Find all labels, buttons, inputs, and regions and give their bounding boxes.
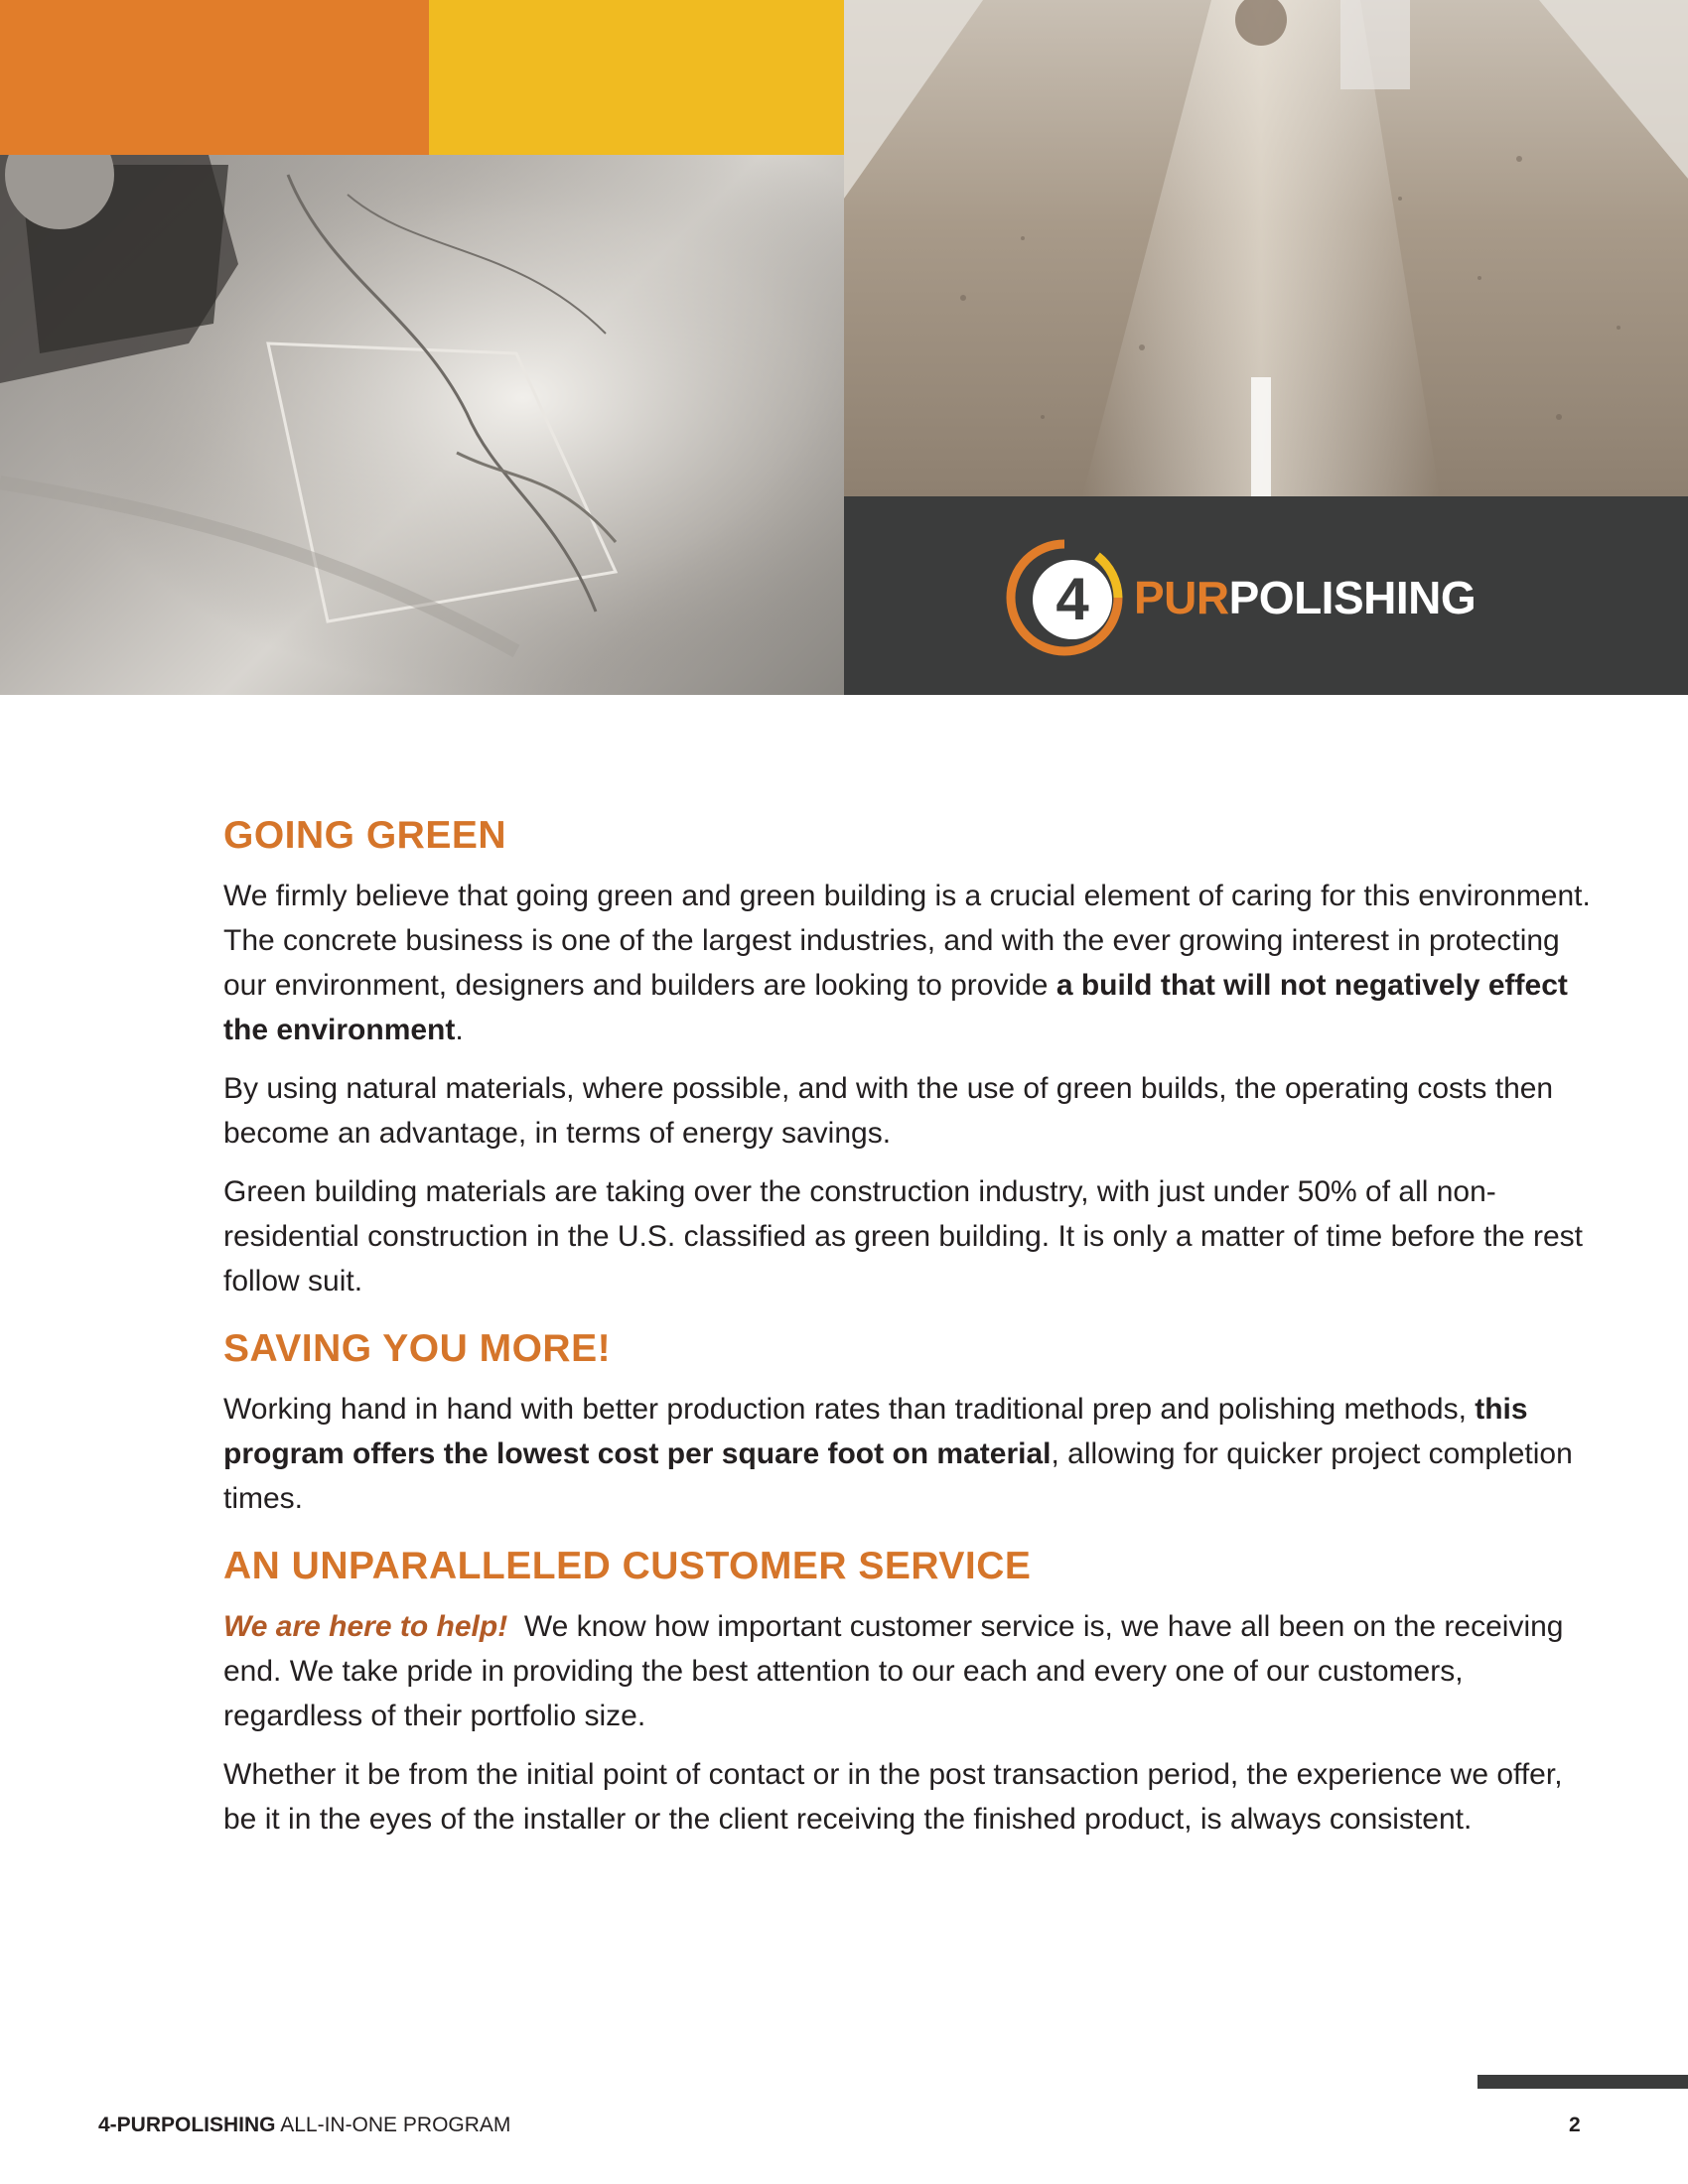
company-logo: [1003, 536, 1559, 660]
section-going-green: [223, 812, 1594, 1303]
paragraph: Whether it be from the initial point of contact or in the post transaction period, the experience we offer, be it in the eyes of the installer or the client receiving the finished product, is always consistent.: [223, 1758, 1563, 1836]
logo-numeral: 4: [1055, 566, 1089, 632]
concrete-grinding-photo: [0, 155, 844, 695]
section-heading: AN UNPARALLELED CUSTOMER SERVICE: [223, 1545, 1032, 1587]
logo-wordmark: [1134, 572, 1476, 623]
section-heading: GOING GREEN: [223, 814, 507, 857]
logo-text-pur: PUR: [1134, 572, 1229, 623]
paragraph: By using natural materials, where possible, and with the use of green builds, the operating costs then become an advantage, in terms of energy savings.: [223, 1072, 1554, 1150]
yellow-color-block: [429, 0, 844, 155]
footer-program: ALL-IN-ONE PROGRAM: [275, 2114, 511, 2136]
section-customer-service: [223, 1543, 1594, 1842]
main-content: [223, 812, 1594, 1863]
paragraph-text: .: [455, 1014, 464, 1046]
section-saving-you-more: [223, 1325, 1594, 1521]
footer-brand: 4-PURPOLISHING: [98, 2114, 276, 2136]
logo-four-emblem: [1003, 536, 1127, 660]
paragraph-text: We know how important customer service is, we have all been on the receiving end. We take pride in providing the best attention to our each and every one of our customers, regardless of their portfolio size.: [223, 1610, 1572, 1732]
emphasis-text: We are here to help!: [223, 1610, 508, 1643]
paragraph-bold-text: this program offers the lowest cost per square foot on material: [223, 1393, 1528, 1470]
page-number: 2: [1569, 2114, 1581, 2136]
paragraph: [223, 1387, 1594, 1521]
paragraph: Green building materials are taking over the construction industry, with just under 50% of all non-residential construction in the U.S. classified as green building. It is only a matter of time before the rest follow suit.: [223, 1175, 1584, 1297]
section-heading: SAVING YOU MORE!: [223, 1327, 612, 1370]
polished-floor-photo: [844, 0, 1688, 496]
paragraph: [223, 874, 1594, 1052]
paragraph-text: , allowing for quicker project completion times.: [223, 1437, 1573, 1515]
hero-banner: [0, 0, 1688, 695]
orange-color-block: [0, 0, 429, 155]
paragraph-text: Working hand in hand with better production rates than traditional prep and polishing methods,: [223, 1393, 1476, 1426]
footer-accent-bar: [1477, 2075, 1688, 2089]
paragraph: [223, 1604, 1594, 1738]
footer-program-title: [98, 2113, 510, 2138]
paragraph-bold-text: a build that will not negatively effect the environment: [223, 969, 1568, 1046]
logo-bar: [844, 496, 1688, 695]
logo-text-polishing: POLISHING: [1228, 572, 1477, 623]
paragraph-text: We firmly believe that going green and green building is a crucial element of caring for this environment. The concrete business is one of the largest industries, and with the ever growing interest in protecting our environment, designers and builders are looking to provide: [223, 880, 1591, 1002]
